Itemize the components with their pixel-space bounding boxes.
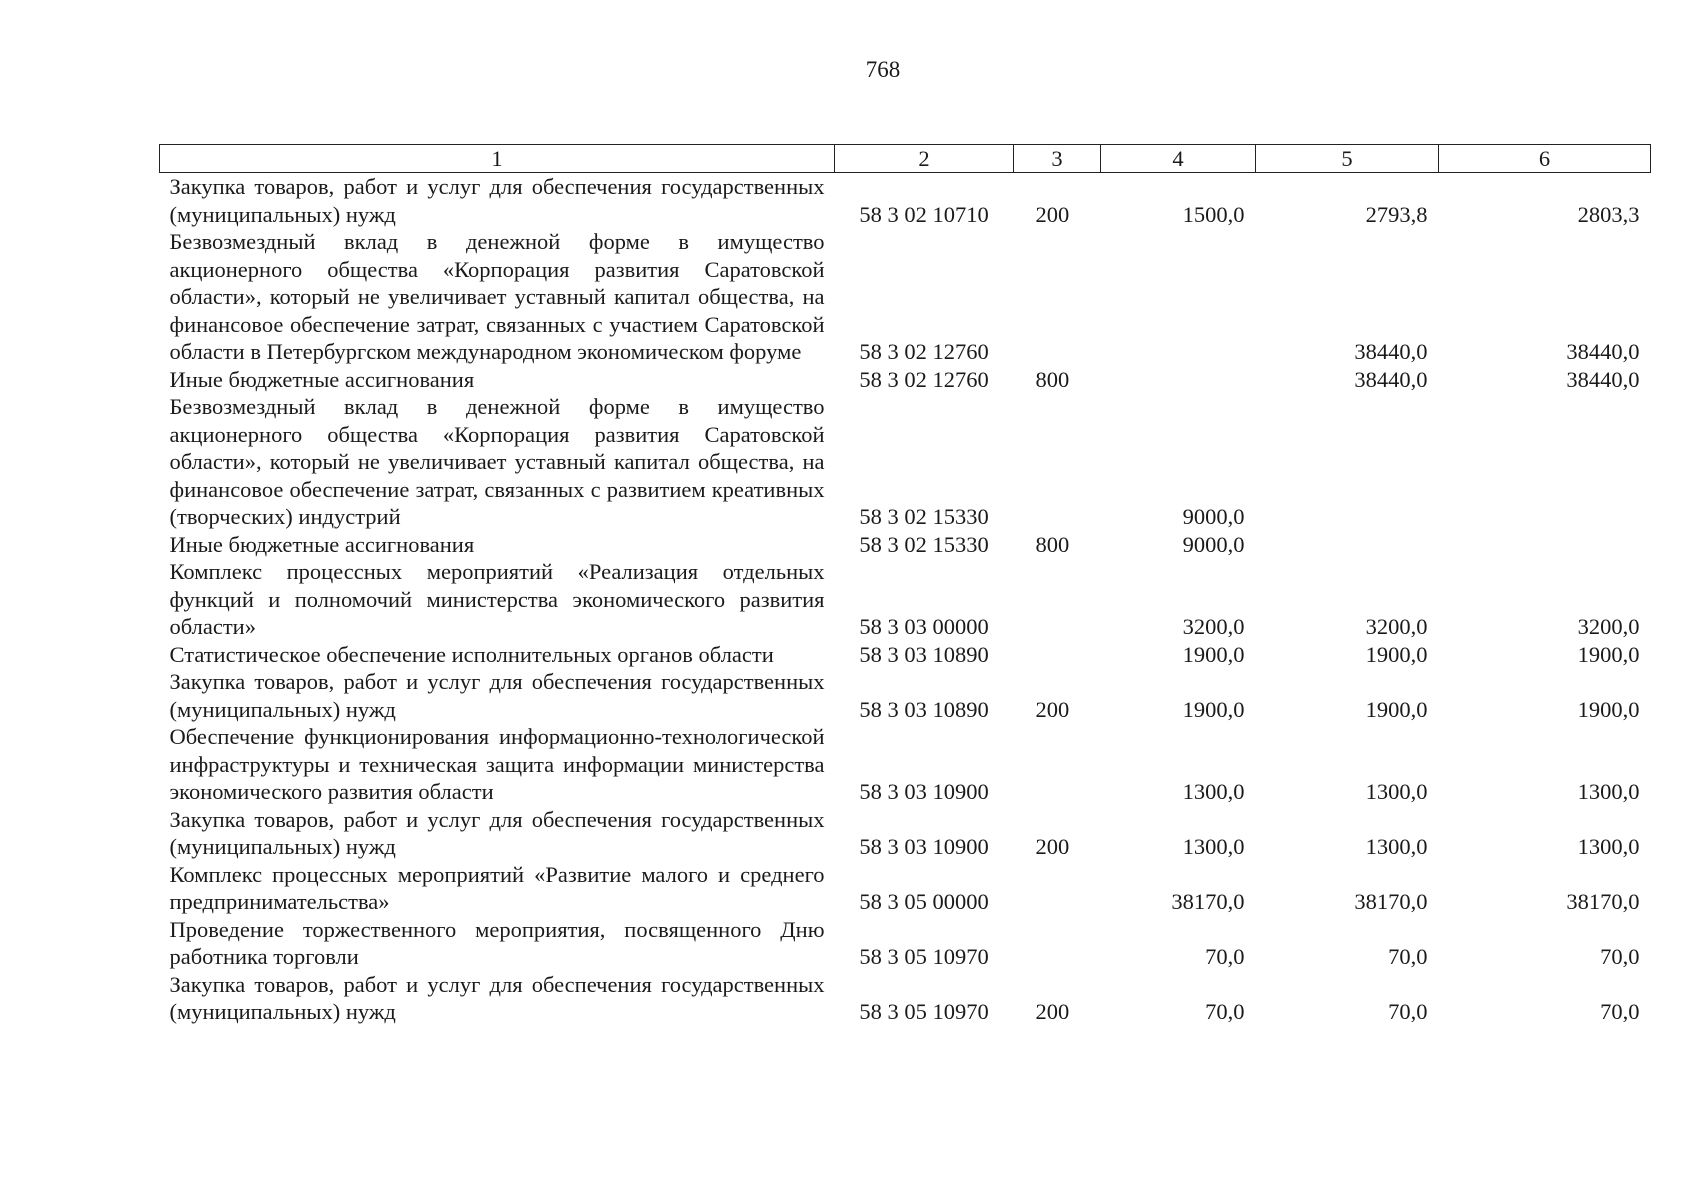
row-value-col6: 1300,0 (1577, 779, 1640, 804)
row-value-col5: 38440,0 (1354, 339, 1428, 364)
row-code: 58 3 02 10710 (859, 201, 989, 227)
header-row (160, 145, 1651, 173)
row-value-col4: 9000,0 (1182, 531, 1245, 557)
table-row (160, 723, 1651, 806)
row-value-col6: 3200,0 (1577, 614, 1640, 639)
column-header-2: 2 (835, 145, 1014, 173)
row-value-col4: 70,0 (1205, 999, 1245, 1024)
row-value-col4: 9000,0 (1182, 504, 1245, 529)
row-expense-type: 200 (1035, 999, 1070, 1024)
table-row (160, 366, 1651, 394)
row-name: Иные бюджетные ассигнования (169, 531, 475, 557)
table-row (160, 668, 1651, 723)
row-expense-type: 800 (1035, 366, 1070, 392)
column-header-3: 3 (1014, 145, 1101, 173)
row-name: Статистическое обеспечение исполнительных органов области (169, 641, 774, 667)
row-value-col5: 1300,0 (1365, 834, 1428, 859)
row-value-col5: 38170,0 (1354, 889, 1428, 914)
row-value-col5: 70,0 (1388, 944, 1428, 969)
row-value-col6: 1900,0 (1577, 696, 1640, 722)
row-value-col5: 1900,0 (1365, 641, 1428, 667)
table-row (160, 916, 1651, 971)
row-value-col5: 1900,0 (1365, 696, 1428, 722)
table-row (160, 806, 1651, 861)
row-expense-type (1014, 723, 1101, 806)
row-expense-type (1014, 393, 1101, 531)
row-name: Закупка товаров, работ и услуг для обеспечения государственных (муниципальных) нужд (169, 971, 825, 1024)
row-value-col5: 1300,0 (1365, 779, 1428, 804)
row-code: 58 3 02 15330 (859, 504, 989, 529)
row-value-col6: 38440,0 (1566, 339, 1640, 364)
row-value-col6: 70,0 (1600, 944, 1640, 969)
row-name: Обеспечение функционирования информационно-технологической инфраструктуры и техническая защита информации министерства экономического развития области (169, 724, 825, 804)
row-value-col6 (1439, 393, 1651, 531)
row-value-col6: 70,0 (1600, 999, 1640, 1024)
row-value-col6 (1439, 531, 1651, 559)
table-header (160, 145, 1651, 173)
table-row (160, 558, 1651, 641)
row-expense-type: 200 (1035, 696, 1070, 722)
row-value-col5 (1256, 393, 1439, 531)
row-expense-type (1014, 228, 1101, 366)
row-value-col4: 1500,0 (1182, 201, 1245, 227)
row-name: Безвозмездный вклад в денежной форме в имущество акционерного общества «Корпорация развития Саратовской области», который не увеличивает уставный капитал общества, на финансовое обеспечение затрат, связанных с развитием креативных (творческих) индустрий (169, 394, 825, 529)
table-row (160, 228, 1651, 366)
row-expense-type (1014, 861, 1101, 916)
row-expense-type: 200 (1035, 834, 1070, 859)
row-value-col5: 3200,0 (1365, 614, 1428, 639)
row-value-col4: 70,0 (1205, 944, 1245, 969)
row-expense-type (1014, 558, 1101, 641)
column-header-1: 1 (160, 145, 835, 173)
row-code: 58 3 03 10890 (859, 696, 989, 722)
column-header-4: 4 (1101, 145, 1256, 173)
row-name: Иные бюджетные ассигнования (169, 366, 475, 392)
column-header-6: 6 (1439, 145, 1651, 173)
row-code: 58 3 03 00000 (859, 614, 989, 639)
row-value-col5 (1256, 531, 1439, 559)
row-expense-type (1014, 641, 1101, 669)
table-row (160, 641, 1651, 669)
row-value-col4: 1900,0 (1182, 641, 1245, 667)
row-code: 58 3 05 10970 (859, 999, 989, 1024)
row-code: 58 3 03 10900 (859, 834, 989, 859)
table-row (160, 861, 1651, 916)
row-value-col4: 3200,0 (1182, 614, 1245, 639)
row-name: Проведение торжественного мероприятия, посвященного Дню работника торговли (169, 916, 825, 969)
row-name: Закупка товаров, работ и услуг для обеспечения государственных (муниципальных) нужд (169, 669, 825, 722)
row-code: 58 3 02 12760 (859, 366, 989, 392)
row-code: 58 3 05 10970 (859, 944, 989, 969)
row-value-col4: 1300,0 (1182, 834, 1245, 859)
row-name: Комплекс процессных мероприятий «Развитие малого и среднего предпринимательства» (169, 861, 825, 914)
row-code: 58 3 03 10900 (859, 779, 989, 804)
row-code: 58 3 05 00000 (859, 889, 989, 914)
row-value-col6: 1300,0 (1577, 834, 1640, 859)
row-name: Комплекс процессных мероприятий «Реализация отдельных функций и полномочий министерства экономического развития области» (169, 559, 825, 639)
row-value-col6: 1900,0 (1577, 641, 1640, 667)
row-value-col5: 38440,0 (1354, 366, 1428, 392)
table-body (160, 173, 1651, 1026)
table-row (160, 971, 1651, 1026)
row-expense-type: 800 (1035, 531, 1070, 557)
row-value-col4: 1900,0 (1182, 696, 1245, 722)
row-code: 58 3 02 15330 (859, 531, 989, 557)
row-value-col6: 38170,0 (1566, 889, 1640, 914)
table-row (160, 393, 1651, 531)
table-row (160, 173, 1651, 229)
table-row (160, 531, 1651, 559)
row-value-col5: 2793,8 (1365, 201, 1428, 227)
row-value-col5: 70,0 (1388, 999, 1428, 1024)
row-name: Закупка товаров, работ и услуг для обеспечения государственных (муниципальных) нужд (169, 174, 825, 227)
row-expense-type (1014, 916, 1101, 971)
page-number: 768 (865, 57, 901, 82)
row-code: 58 3 03 10890 (859, 641, 989, 667)
row-value-col4 (1101, 366, 1256, 394)
budget-table (159, 144, 1651, 1026)
row-value-col4: 1300,0 (1182, 779, 1245, 804)
row-expense-type: 200 (1035, 201, 1070, 227)
row-value-col4 (1101, 228, 1256, 366)
row-value-col6: 38440,0 (1566, 366, 1640, 392)
row-value-col6: 2803,3 (1577, 201, 1640, 227)
row-value-col4: 38170,0 (1171, 889, 1245, 914)
row-name: Безвозмездный вклад в денежной форме в имущество акционерного общества «Корпорация развития Саратовской области», который не увеличивает уставный капитал общества, на финансовое обеспечение затрат, связанных с участием Саратовской области в Петербургском международном экономическом форуме (169, 229, 825, 364)
row-code: 58 3 02 12760 (859, 339, 989, 364)
row-name: Закупка товаров, работ и услуг для обеспечения государственных (муниципальных) нужд (169, 806, 825, 859)
column-header-5: 5 (1256, 145, 1439, 173)
